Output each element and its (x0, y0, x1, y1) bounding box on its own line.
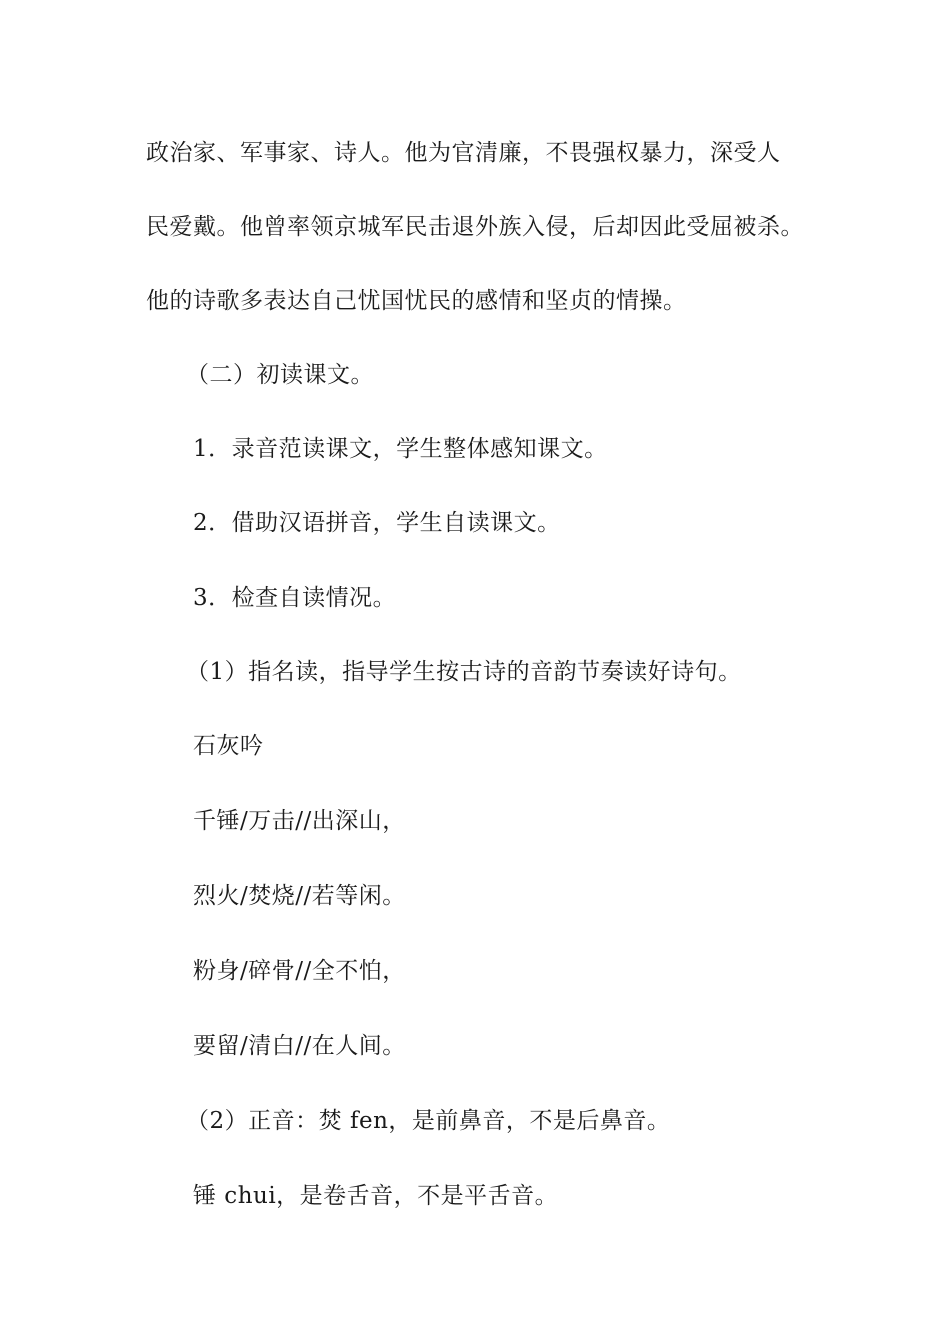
step-1: 1．录音范读课文，学生整体感知课文。 (193, 436, 608, 462)
pronunciation-note: 锤 chui，是卷舌音，不是平舌音。 (193, 1183, 559, 1209)
step-3: 3．检查自读情况。 (193, 585, 397, 611)
sub-step-1: （1）指名读，指导学生按古诗的音韵节奏读好诗句。 (186, 659, 742, 685)
intro-line-3: 他的诗歌多表达自己忧国忧民的感情和坚贞的情操。 (146, 288, 687, 314)
poem-line-2: 烈火/焚烧//若等闲。 (193, 883, 406, 909)
step-2: 2．借助汉语拼音，学生自读课文。 (193, 510, 561, 536)
intro-line-1: 政治家、军事家、诗人。他为官清廉，不畏强权暴力，深受人 (146, 140, 781, 166)
poem-line-1: 千锤/万击//出深山， (193, 808, 406, 834)
poem-title: 石灰吟 (193, 733, 264, 759)
poem-line-3: 粉身/碎骨//全不怕， (193, 958, 406, 984)
intro-line-2: 民爱戴。他曾率领京城军民击退外族入侵，后却因此受屈被杀。 (146, 214, 804, 240)
section-heading: （二）初读课文。 (186, 362, 374, 388)
sub-step-2: （2）正音：焚 fen，是前鼻音，不是后鼻音。 (186, 1108, 671, 1134)
poem-line-4: 要留/清白//在人间。 (193, 1033, 406, 1059)
